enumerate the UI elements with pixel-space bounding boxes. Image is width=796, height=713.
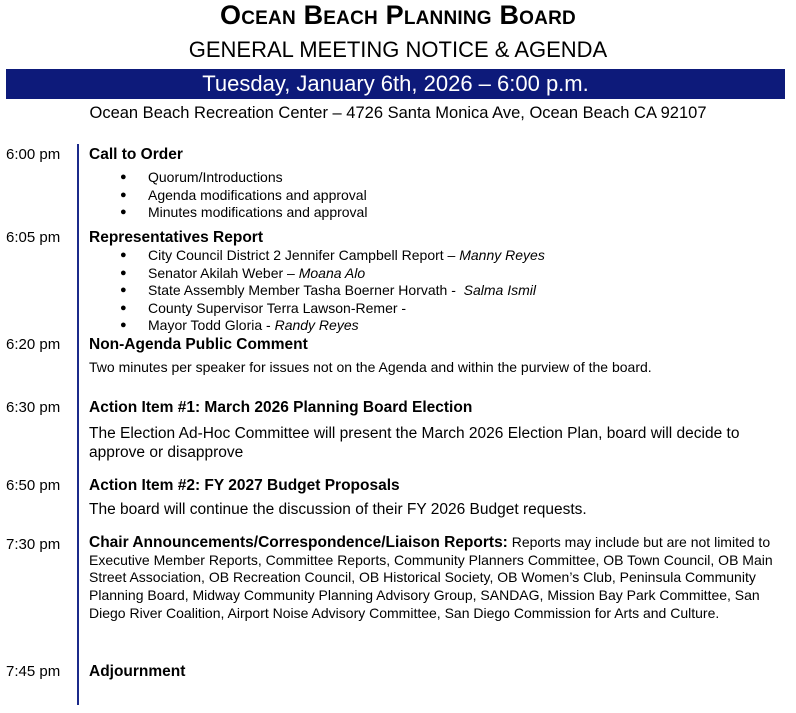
agenda-item-description: The Election Ad-Hoc Committee will present the March 2026 Election Plan, board will decide to approve or disapprove <box>89 425 740 461</box>
bullet-icon: ● <box>120 301 127 314</box>
bullet-icon: ● <box>120 206 127 218</box>
agenda-item-title: Representatives Report <box>89 229 264 246</box>
agenda-time: 7:30 pm <box>6 536 61 553</box>
representative-name: Manny Reyes <box>459 247 545 263</box>
agenda-item-title: Adjournment <box>89 663 186 680</box>
agenda-item-title: Action Item #1: March 2026 Planning Board Election <box>89 399 473 416</box>
bullet-icon: ● <box>120 266 127 279</box>
bullet-icon: ● <box>120 284 127 296</box>
list-item-text: City Council District 2 Jennifer Campbell Report – <box>148 247 460 263</box>
list-item <box>89 169 367 187</box>
agenda-item-title: Action Item #2: FY 2027 Budget Proposals <box>89 477 400 494</box>
page-title: Ocean Beach Planning Board <box>220 0 576 30</box>
list-item-text: Agenda modifications and approval <box>148 186 367 203</box>
bullet-icon: ● <box>120 319 127 331</box>
list-item <box>89 247 545 265</box>
agenda-item-title: Chair Announcements/Correspondence/Liaison Reports: <box>89 534 508 551</box>
list-item <box>89 317 545 335</box>
agenda-time: 6:20 pm <box>6 336 61 353</box>
representative-name: Salma Ismil <box>463 282 537 298</box>
agenda-time: 6:30 pm <box>6 399 61 416</box>
list-item-text: State Assembly Member Tasha Boerner Horvath - <box>148 282 464 298</box>
list-item-text: Quorum/Introductions <box>148 169 283 185</box>
list-item-text: Minutes modifications and approval <box>148 204 368 220</box>
agenda-item-title: Call to Order <box>89 146 183 163</box>
agenda-time: 6:05 pm <box>6 229 61 246</box>
list-item <box>89 265 545 283</box>
representative-name: Randy Reyes <box>274 317 359 333</box>
bullet-icon: ● <box>120 188 127 201</box>
chair-announcements <box>89 534 779 623</box>
agenda-time: 6:50 pm <box>6 477 61 494</box>
agenda-item-description: The board will continue the discussion of their FY 2026 Budget requests. <box>89 501 587 518</box>
agenda-time: 7:45 pm <box>6 663 61 680</box>
bullet-icon: ● <box>120 249 127 261</box>
agenda-item-title: Non-Agenda Public Comment <box>89 336 308 353</box>
date-banner: Tuesday, January 6th, 2026 – 6:00 p.m. <box>6 69 785 99</box>
timeline-divider <box>77 144 79 705</box>
representatives-list <box>89 247 545 335</box>
list-item <box>89 204 367 222</box>
call-to-order-list <box>89 169 367 222</box>
page-subtitle: GENERAL MEETING NOTICE & AGENDA <box>188 37 608 62</box>
representative-name: Moana Alo <box>298 264 366 281</box>
list-item <box>89 300 545 318</box>
list-item-text: Mayor Todd Gloria - <box>148 317 275 333</box>
agenda-item-description: Two minutes per speaker for issues not on the Agenda and within the purview of the board. <box>89 359 652 375</box>
bullet-icon: ● <box>120 171 127 183</box>
meeting-location: Ocean Beach Recreation Center – 4726 Santa Monica Ave, Ocean Beach CA 92107 <box>89 104 707 122</box>
list-item-text: County Supervisor Terra Lawson-Remer - <box>148 299 407 316</box>
list-item <box>89 187 367 205</box>
agenda-item-description: Reports may include but are not limited to Executive Member Reports, Committee Reports, Community Planners Committee, OB Town Council, OB Main Street Association, OB Recreation Council, OB Historical Society, OB Women’s Club, Peninsula Community Planning Board, Midway Community Planning Advisory Group, SANDAG, Mission Bay Park Committee, San Diego River Coalition, Airport Noise Advisory Committee, San Diego Commission for Arts and Culture. <box>89 534 773 621</box>
list-item <box>89 282 545 300</box>
list-item-text: Senator Akilah Weber – <box>148 264 299 281</box>
agenda-time: 6:00 pm <box>6 146 61 163</box>
